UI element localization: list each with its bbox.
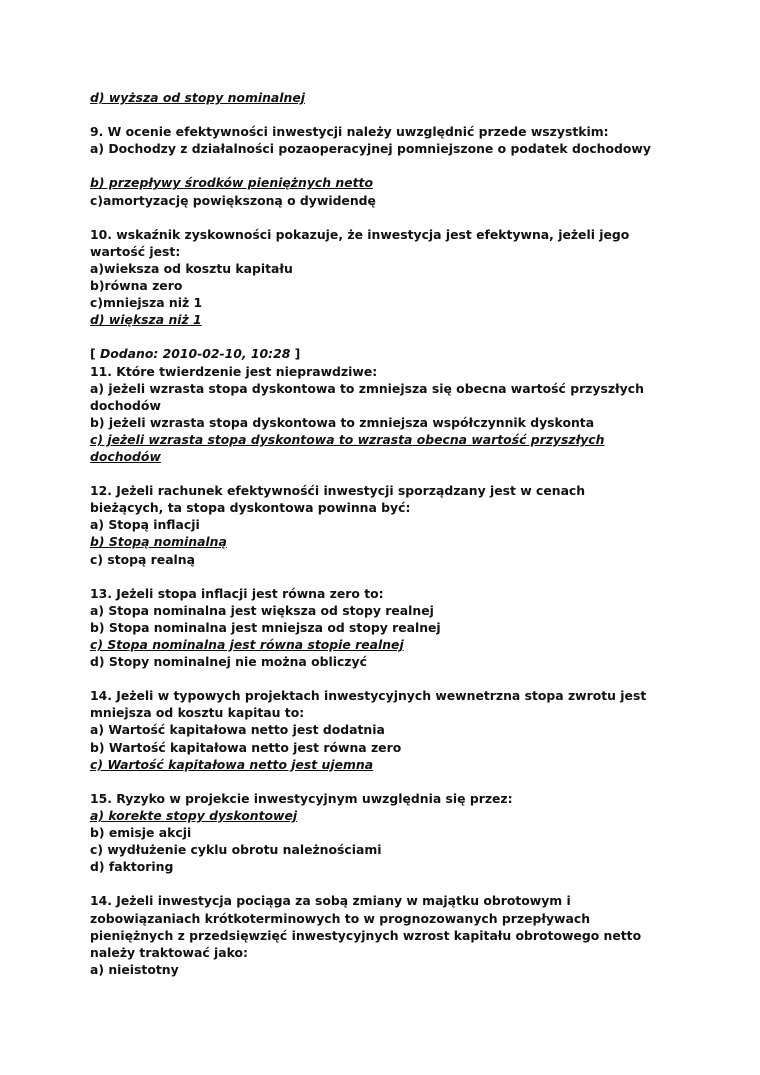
text-line: należy traktować jako: [90,944,248,960]
correct-answer: b) przepływy środków pieniężnych netto [90,175,373,191]
paragraph-gap [90,568,690,585]
paragraph-gap [90,106,690,123]
question-line [90,277,690,294]
text-line: c) wydłużenie cyklu obrotu należnościami [90,842,382,858]
timestamp-line [90,345,690,362]
question-line [90,363,690,380]
text-line: d) faktoring [90,859,174,875]
text-line: a) Stopa nominalna jest większa od stopy realnej [90,602,434,618]
correct-answer: d) wyższa od stopy nominalnej [90,90,306,105]
text-line: dochodów [90,397,161,413]
text-line: bieżących, ta stopa dyskontowa powinna być: [90,500,411,516]
text-line: d) Stopy nominalnej nie można obliczyć [90,654,367,670]
text-line: 14. Jeżeli inwestycja pociąga za sobą zmiany w majątku obrotowym i [90,893,571,909]
text-line: 12. Jeżeli rachunek efektywnośći inwestycji sporządzany jest w cenach [90,483,586,499]
question-line [90,653,690,670]
correct-answer: c) Wartość kapitałowa netto jest ujemna [90,756,374,772]
question-line [90,944,690,961]
text-line: 9. W ocenie efektywności inwestycji należy uwzględnić przede wszystkim: [90,124,609,140]
correct-answer: a) korekte stopy dyskontowej [90,807,298,823]
question-line [90,824,690,841]
question-line [90,226,690,243]
question-line [90,192,690,209]
question-line [90,397,690,414]
correct-answer: dochodów [90,448,161,464]
question-line [90,910,690,927]
answer-line [90,636,690,653]
paragraph-gap [90,670,690,687]
question-line [90,704,690,721]
question-line [90,551,690,568]
correct-answer: b) Stopą nominalną [90,534,227,550]
answer-line [90,311,690,328]
document-page [90,89,690,978]
text-line: a) Stopą inflacji [90,517,200,533]
text-line: b) Stopa nominalna jest mniejsza od stopy realnej [90,619,441,635]
text-line: 13. Jeżeli stopa inflacji jest równa zero to: [90,585,384,601]
question-line [90,380,690,397]
answer-line [90,431,690,448]
text-line: 14. Jeżeli w typowych projektach inwestycyjnych wewnetrzna stopa zwrotu jest [90,688,647,704]
text-line: b) jeżeli wzrasta stopa dyskontowa to zmniejsza współczynnik dyskonta [90,414,595,430]
question-line [90,721,690,738]
text-line: b)równa zero [90,278,183,294]
answer-line [90,807,690,824]
question-line [90,585,690,602]
added-date: Dodano: 2010-02-10, 10:28 [99,346,291,362]
question-line [90,414,690,431]
answer-line [90,89,690,106]
answer-line [90,174,690,191]
text-line: a) jeżeli wzrasta stopa dyskontowa to zmniejsza się obecna wartość przyszłych [90,380,644,396]
question-line [90,516,690,533]
question-line [90,927,690,944]
question-line [90,602,690,619]
answer-line [90,756,690,773]
question-line [90,619,690,636]
question-line [90,687,690,704]
text-line: a) Wartość kapitałowa netto jest dodatnia [90,722,385,738]
answer-line [90,448,690,465]
paragraph-gap [90,157,690,174]
question-line [90,294,690,311]
text-line: b) Wartość kapitałowa netto jest równa zero [90,739,402,755]
text-line: mniejsza od kosztu kapitau to: [90,705,305,721]
correct-answer: c) jeżeli wzrasta stopa dyskontowa to wzrasta obecna wartość przyszłych [90,431,605,447]
answer-line [90,533,690,550]
question-line [90,841,690,858]
paragraph-gap [90,328,690,345]
text-line: wartość jest: [90,243,181,259]
question-line [90,961,690,978]
text-line: 10. wskaźnik zyskowności pokazuje, że inwestycja jest efektywna, jeżeli jego [90,226,630,242]
question-line [90,243,690,260]
question-line [90,858,690,875]
question-line [90,892,690,909]
text-line: 11. Które twierdzenie jest nieprawdziwe: [90,363,378,379]
paragraph-gap [90,209,690,226]
question-line [90,739,690,756]
question-line [90,790,690,807]
text-line: a)wieksza od kosztu kapitału [90,260,293,276]
text-line: a) Dochodzy z działalności pozaoperacyjnej pomniejszone o podatek dochodowy [90,141,651,157]
bracket-close: ] [290,346,301,362]
paragraph-gap [90,773,690,790]
text-line: pieniężnych z przedsięwzięć inwestycyjnych wzrost kapitału obrotowego netto [90,927,642,943]
correct-answer: c) Stopa nominalna jest równa stopie realnej [90,637,404,652]
text-line: 15. Ryzyko w projekcie inwestycyjnym uwzględnia się przez: [90,790,513,806]
question-line [90,482,690,499]
question-line [90,499,690,516]
text-line: c)amortyzację powiększoną o dywidendę [90,192,376,208]
text-line: c)mniejsza niż 1 [90,295,203,311]
bracket-open: [ [90,346,100,362]
text-line: a) nieistotny [90,961,179,977]
paragraph-gap [90,465,690,482]
question-line [90,260,690,277]
text-line: c) stopą realną [90,551,195,567]
text-line: zobowiązaniach krótkoterminowych to w prognozowanych przepływach [90,910,591,926]
question-line [90,140,690,157]
question-line [90,123,690,140]
correct-answer: d) większa niż 1 [90,312,202,328]
text-line: b) emisje akcji [90,825,192,841]
paragraph-gap [90,875,690,892]
